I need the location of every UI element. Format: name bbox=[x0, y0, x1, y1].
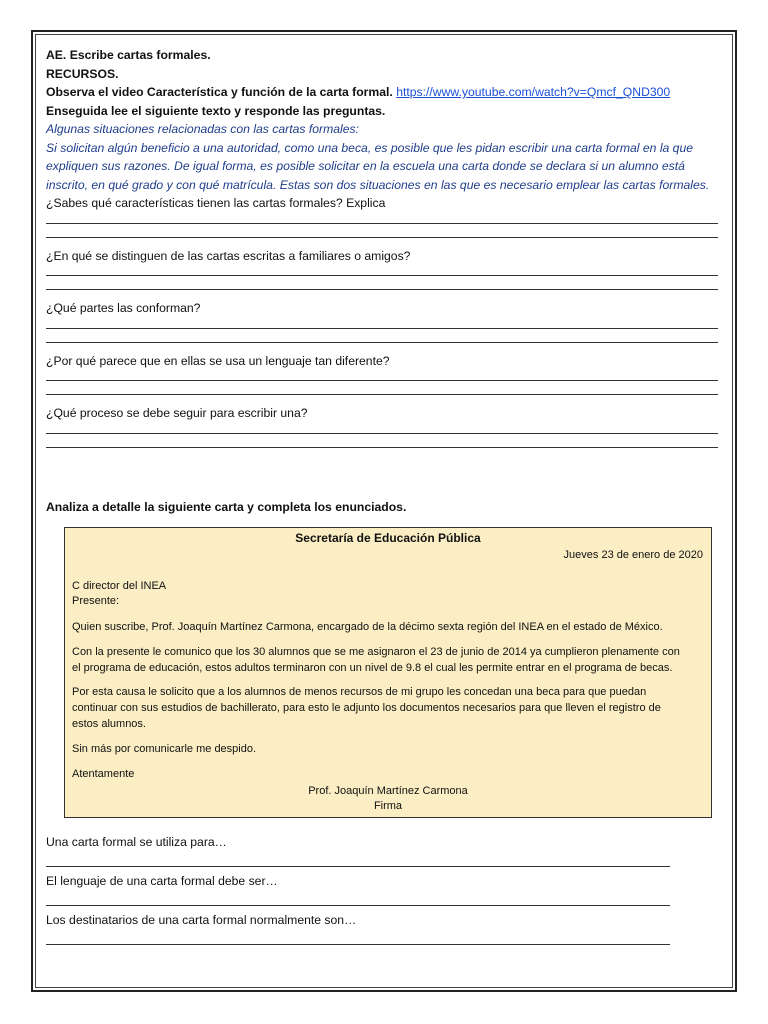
reading-subtitle: Algunas situaciones relacionadas con las cartas formales: bbox=[46, 122, 359, 136]
question-text: ¿Qué proceso se debe seguir para escribir una? bbox=[46, 406, 308, 420]
letter-signature-label: Firma bbox=[373, 800, 403, 812]
reading-instruction: Enseguida lee el siguiente texto y responde las preguntas. bbox=[46, 103, 386, 118]
answer-line[interactable] bbox=[46, 433, 718, 434]
reading-line: expliquen sus razones. De igual forma, es posible solicitar en la escuela una carta donde se declara si un alumno está bbox=[46, 159, 685, 173]
reading-line: Si solicitan algún beneficio a una autoridad, como una beca, es posible que les pidan escribir una carta formal en la que bbox=[46, 140, 694, 155]
answer-line[interactable] bbox=[46, 223, 718, 224]
question-text: ¿Qué partes las conforman? bbox=[46, 301, 201, 315]
letter-paragraph: estos alumnos. bbox=[72, 718, 146, 730]
letter-recipient: C director del INEA bbox=[72, 580, 167, 592]
formal-letter-box bbox=[64, 527, 712, 818]
letter-header: Secretaría de Educación Pública bbox=[295, 531, 481, 545]
letter-closing: Atentamente bbox=[72, 768, 135, 780]
answer-line[interactable] bbox=[46, 328, 718, 329]
question-block bbox=[46, 194, 722, 238]
question-text: ¿Por qué parece que en ellas se usa un lenguaje tan diferente? bbox=[46, 353, 390, 368]
answer-line[interactable] bbox=[46, 394, 718, 395]
letter-paragraph: Por esta causa le solicito que a los alumnos de menos recursos de mi grupo les concedan una beca para que puedan bbox=[72, 686, 647, 698]
worksheet-content bbox=[46, 46, 722, 448]
question-text: ¿Sabes qué características tienen las cartas formales? Explica bbox=[46, 196, 386, 210]
resources-label: RECURSOS. bbox=[46, 66, 119, 81]
letter-signer: Prof. Joaquín Martínez Carmona bbox=[308, 785, 468, 797]
completion-prompt: El lenguaje de una carta formal debe ser… bbox=[46, 874, 278, 888]
completion-prompt: Los destinatarios de una carta formal normalmente son… bbox=[46, 913, 357, 927]
question-block bbox=[46, 404, 722, 448]
reading-line: inscrito, en qué grado y con qué matrícula. Estas son dos situaciones en las que es necesario emplear las cartas formales. bbox=[46, 177, 710, 192]
question-block bbox=[46, 299, 722, 343]
video-link[interactable]: https://www.youtube.com/watch?v=Qmcf_QND300 bbox=[396, 85, 671, 99]
completion-prompt: Una carta formal se utiliza para… bbox=[46, 835, 227, 849]
video-text: Observa el video Característica y función de la carta formal. bbox=[46, 85, 393, 99]
answer-line[interactable] bbox=[46, 342, 718, 343]
answer-line[interactable] bbox=[46, 447, 718, 448]
completion-line[interactable] bbox=[46, 944, 670, 945]
letter-paragraph: Quien suscribe, Prof. Joaquín Martínez Carmona, encargado de la décimo sexta región del INEA en el estado de México. bbox=[72, 621, 663, 633]
answer-line[interactable] bbox=[46, 275, 718, 276]
answer-line[interactable] bbox=[46, 380, 718, 381]
activity-title: AE. Escribe cartas formales. bbox=[46, 48, 211, 62]
letter-paragraph: Sin más por comunicarle me despido. bbox=[72, 743, 257, 755]
answer-line[interactable] bbox=[46, 289, 718, 290]
letter-paragraph: el programa de educación, estos adultos terminaron con un nivel de 9.8 el cual les permite entrar en el programa de becas. bbox=[72, 662, 673, 674]
analysis-title: Analiza a detalle la siguiente carta y completa los enunciados. bbox=[46, 500, 407, 514]
video-instruction bbox=[46, 83, 722, 102]
letter-paragraph: continuar con sus estudios de bachillerato, para esto le adjunto los documentos necesarios para que lleven el registro de bbox=[72, 702, 661, 714]
letter-paragraph: Con la presente le comunico que los 30 alumnos que se me asignaron el 23 de junio de 2014 ya cumplieron plenamente con bbox=[72, 646, 680, 658]
question-text: ¿En qué se distinguen de las cartas escritas a familiares o amigos? bbox=[46, 248, 411, 263]
question-block bbox=[46, 247, 722, 291]
completion-line[interactable] bbox=[46, 905, 670, 906]
completion-line[interactable] bbox=[46, 866, 670, 867]
answer-line[interactable] bbox=[46, 237, 718, 238]
question-block bbox=[46, 352, 722, 396]
letter-greeting: Presente: bbox=[72, 595, 120, 607]
letter-date: Jueves 23 de enero de 2020 bbox=[563, 549, 703, 561]
